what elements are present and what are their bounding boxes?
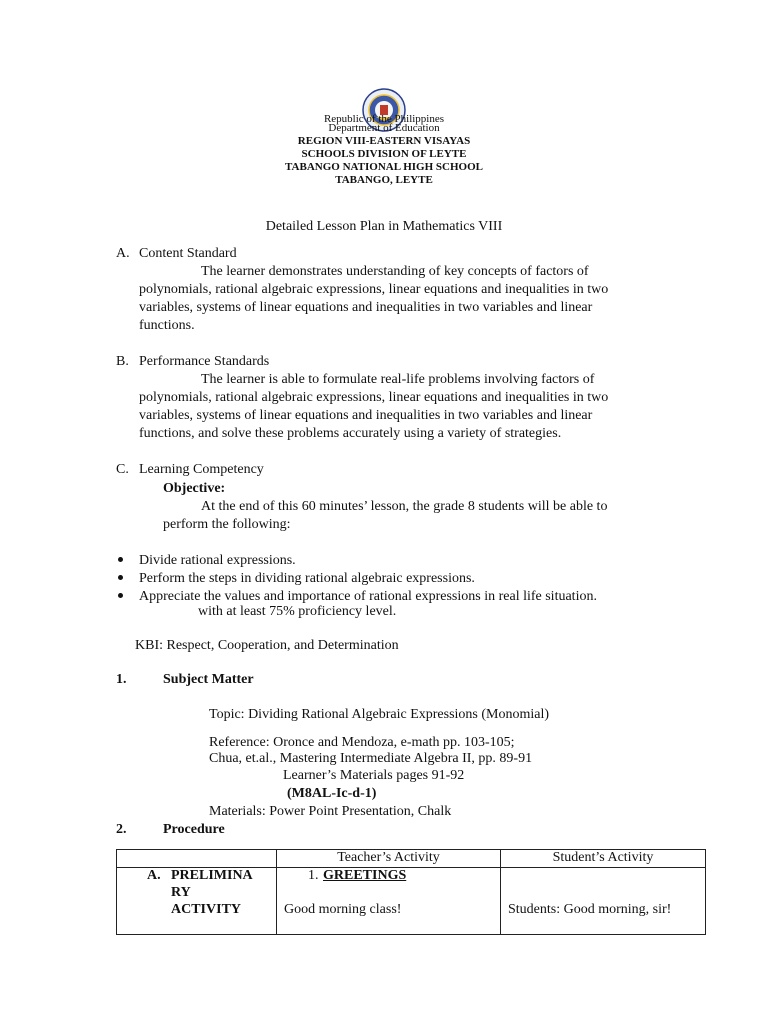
header-republic: Republic of the Philippines [323, 113, 445, 125]
section-a-line: The learner demonstrates understanding of key concepts of factors of [201, 264, 589, 279]
subject-matter-heading: Subject Matter [163, 672, 254, 687]
student-cell [501, 868, 706, 935]
section-b-line: functions, and solve these problems accurately using a variety of strategies. [139, 426, 562, 441]
objective-line: At the end of this 60 minutes’ lesson, the grade 8 students will be able to [201, 499, 608, 514]
bullet-icon [118, 575, 123, 580]
phase-label: PRELIMINA [171, 868, 253, 883]
header-town: TABANGO, LEYTE [335, 174, 433, 186]
section-b-line: polynomials, rational algebraic expressions, linear equations and inequalities in two [139, 390, 609, 405]
reference-line: Reference: Oronce and Mendoza, e-math pp. 103-105; [209, 735, 515, 750]
topic-line: Topic: Dividing Rational Algebraic Expressions (Monomial) [209, 707, 550, 722]
objective-bullet: Divide rational expressions. [139, 553, 296, 568]
kbi-line: KBI: Respect, Cooperation, and Determination [135, 638, 399, 653]
step-number: 1. [308, 868, 319, 883]
section-b-line: variables, systems of linear equations and inequalities in two variables and linear [139, 408, 593, 423]
bullet-icon [118, 593, 123, 598]
section-b-line: The learner is able to formulate real-life problems involving factors of [201, 372, 595, 387]
phase-cell [117, 868, 277, 935]
student-activity: Students: Good morning, sir! [508, 902, 672, 917]
section-a-line: functions. [139, 318, 195, 333]
page-title: Detailed Lesson Plan in Mathematics VIII [265, 219, 503, 234]
table-row [117, 868, 706, 935]
materials-line: Materials: Power Point Presentation, Chalk [209, 804, 452, 819]
objective-bullet-continuation: with at least 75% proficiency level. [198, 604, 397, 619]
procedure-number: 2. [116, 822, 127, 837]
section-a-line: polynomials, rational algebraic expressions, linear equations and inequalities in two [139, 282, 609, 297]
table-header-cell [117, 850, 277, 868]
phase-marker: A. [147, 868, 161, 883]
section-a-heading: Content Standard [139, 246, 237, 261]
learners-materials-line: Learner’s Materials pages 91-92 [283, 768, 465, 783]
reference-line: Chua, et.al., Mastering Intermediate Algebra II, pp. 89-91 [209, 751, 533, 766]
objective-bullet: Appreciate the values and importance of rational expressions in real life situation. [139, 589, 597, 604]
bullet-icon [118, 557, 123, 562]
objective-line: perform the following: [163, 517, 291, 532]
section-c-marker: C. [116, 462, 129, 477]
step-title: GREETINGS [323, 868, 407, 883]
subject-matter-number: 1. [116, 672, 127, 687]
section-b-marker: B. [116, 354, 129, 369]
table-header-teacher: Teacher’s Activity [277, 850, 501, 868]
header-school: TABANGO NATIONAL HIGH SCHOOL [285, 161, 483, 173]
table-header-row [117, 850, 706, 868]
competency-code: (M8AL-Ic-d-1) [287, 786, 377, 801]
objective-bullet: Perform the steps in dividing rational algebraic expressions. [139, 571, 475, 586]
header-region: REGION VIII-EASTERN VISAYAS [297, 135, 471, 147]
procedure-table [116, 849, 706, 935]
teacher-activity: Good morning class! [284, 902, 402, 917]
header-deped: Department of Education [328, 122, 440, 134]
table-header-student: Student’s Activity [501, 850, 706, 868]
procedure-heading: Procedure [163, 822, 225, 837]
phase-label: RY [171, 885, 191, 900]
section-a-marker: A. [116, 246, 130, 261]
section-a-line: variables, systems of linear equations and inequalities in two variables and linear [139, 300, 593, 315]
section-c-heading: Learning Competency [139, 462, 264, 477]
phase-label: ACTIVITY [171, 902, 242, 917]
header-division: SCHOOLS DIVISION OF LEYTE [301, 148, 467, 160]
teacher-cell [277, 868, 501, 935]
section-b-heading: Performance Standards [139, 354, 270, 369]
objective-label: Objective: [163, 481, 226, 496]
